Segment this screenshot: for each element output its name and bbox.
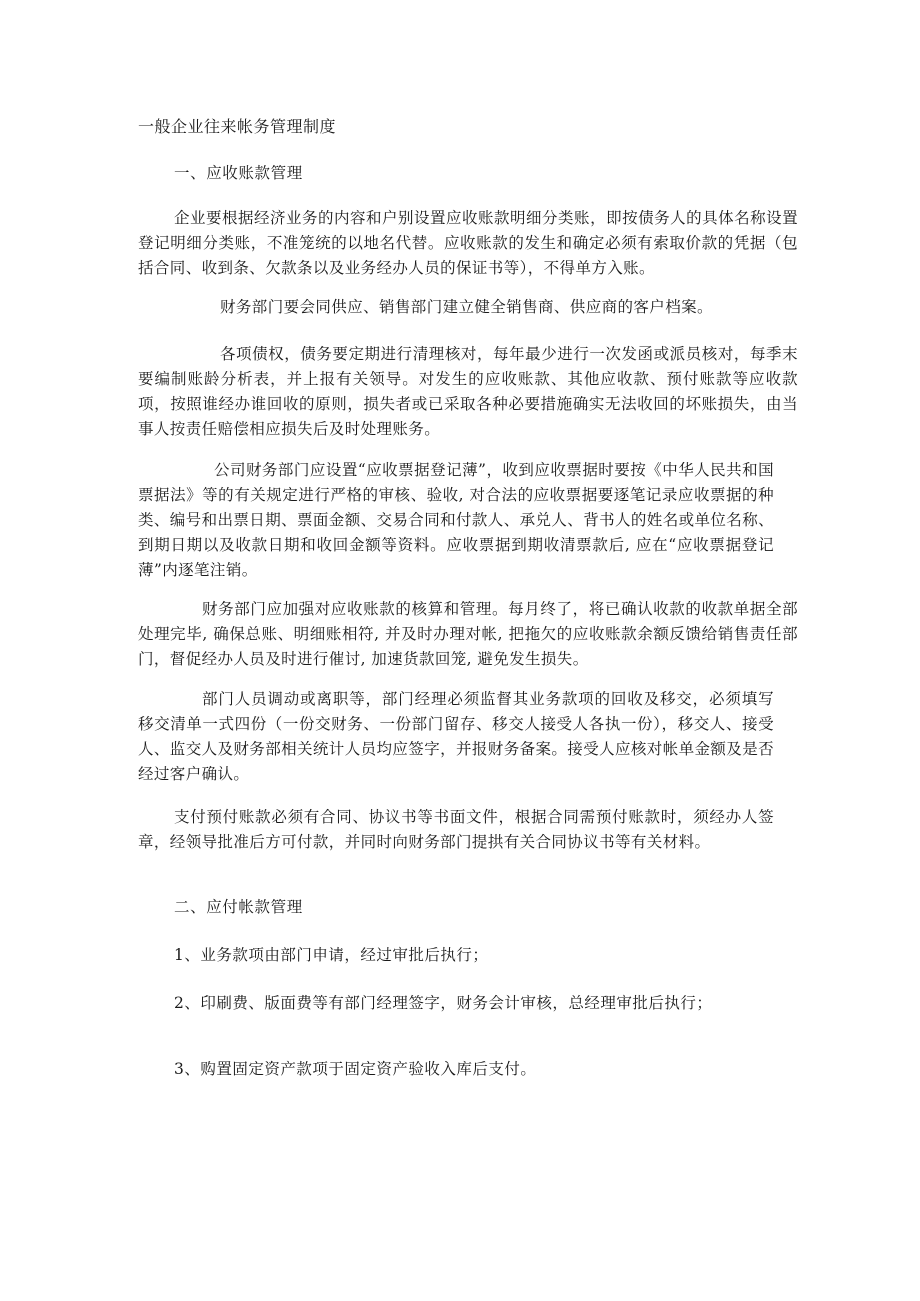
section-heading-receivables: 一、应收账款管理: [174, 164, 303, 182]
document-title: 一般企业往来帐务管理制度: [138, 117, 337, 136]
list-item: 2、印刷费、版面费等有部门经理签字，财务会计审核，总经理审批后执行；: [174, 994, 713, 1012]
list-item: 3、购置固定资产款项于固定资产验收入库后支付。: [174, 1060, 537, 1078]
paragraph-debt-reconciliation: 各项债权，债务要定期进行清理核对，每年最少进行一次发函或派员核对，每季末要编制账龄分析表，并上报有关领导。对发生的应收账款、其他应收款、预付账款等应收款项，按照谁经办谁回收的原则，损失者或已采取各种必要措施确实无法收回的坏账损失，由当事人按责任赔偿相应损失后及时处理账务。: [138, 345, 798, 438]
paragraph-staff-transfer: 部门人员调动或离职等，部门经理必须监督其业务款项的回收及移交，必须填写移交清单一式四份（一份交财务、一份部门留存、移交人接受人各执一份），移交人、接受人、监交人及财务部相关统计人员均应签字，并报财务备案。接受人应核对帐单金额及是否经过客户确认。: [138, 690, 775, 783]
section-heading-payables: 二、应付帐款管理: [174, 898, 303, 916]
paragraph-ledger-setup: 企业要根据经济业务的内容和户别设置应收账款明细分类账，即按债务人的具体名称设置登记明细分类账，不准笼统的以地名代替。应收账款的发生和确定必须有索取价款的凭据（包括合同、收到条、欠款条以及业务经办人员的保证书等），不得单方入账。: [138, 209, 798, 277]
paragraph-prepayments: 支付预付账款必须有合同、协议书等书面文件，根据合同需预付账款时，须经办人签章，经领导批准后方可付款，并同时向财务部门提拱有关合同协议书等有关材料。: [138, 808, 774, 851]
paragraph-client-archive: 财务部门要会同供应、销售部门建立健全销售商、供应商的客户档案。: [220, 298, 713, 316]
paragraph-receivables-accounting: 财务部门应加强对应收账款的核算和管理。每月终了，将已确认收款的收款单据全部处理完毕, 确保总账、明细账相符, 并及时办理对帐, 把拖欠的应收账款余额反馈给销售责任部门，督促经办人员及时进行催讨, 加速货款回笼, 避免发生损失。: [138, 600, 798, 668]
paragraph-notes-register: 公司财务部门应设置“应收票据登记薄”，收到应收票据时要按《中华人民共和国票据法》等的有关规定进行严格的审核、验收, 对合法的应收票据要逐笔记录应收票据的种类、编号和出票日期、票面金额、交易合同和付款人、承兑人、背书人的姓名或单位名称、到期日期以及收款日期和收回金额等资料。应收票据到期收清票款后, 应在“应收票据登记薄”内逐笔注销。: [138, 461, 775, 579]
list-item: 1、业务款项由部门申请，经过审批后执行；: [174, 946, 489, 964]
